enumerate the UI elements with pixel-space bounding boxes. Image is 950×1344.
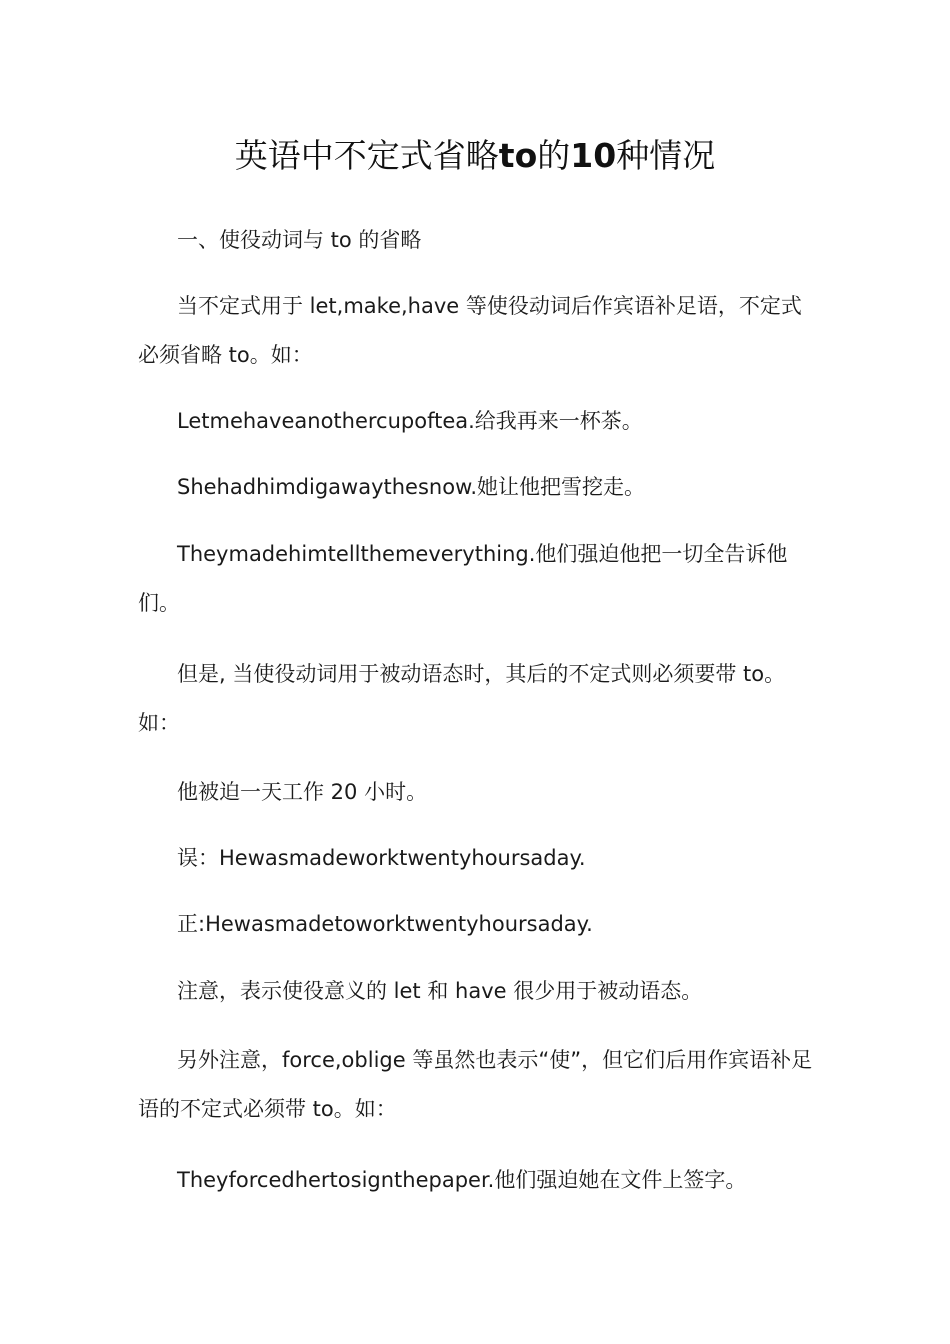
example-4: 他被迫一天工作 20 小时。 [177, 780, 428, 804]
title-text-to: to [498, 136, 538, 175]
title-text-mid: 的 [537, 136, 571, 175]
document-title [0, 134, 950, 178]
paragraph-1: 当不定式用于 let,make,have 等使役动词后作宾语补足语，不定式必须省略 to。如： [138, 294, 802, 367]
example-7: Theyforcedhertosignthepaper.他们强迫她在文件上签字。 [177, 1168, 747, 1192]
paragraph-4: 另外注意，force,oblige 等虽然也表示“使”，但它们后用作宾语补足语的不定式必须带 to。如： [138, 1048, 813, 1121]
example-1: Letmehaveanothercupoftea.给我再来一杯茶。 [177, 409, 643, 433]
paragraph-2: 但是, 当使役动词用于被动语态时，其后的不定式则必须要带 to。如： [138, 662, 786, 735]
example-3: Theymadehimtellthemeverything.他们强迫他把一切全告诉他们。 [138, 542, 788, 615]
paragraph-3: 注意，表示使役意义的 let 和 have 很少用于被动语态。 [177, 979, 703, 1003]
example-2: Shehadhimdigawaythesnow.她让他把雪挖走。 [177, 475, 645, 499]
example-6-correct: 正:Hewasmadetoworktwentyhoursaday. [177, 912, 593, 936]
title-text-num: 10 [570, 136, 617, 175]
title-text-post: 种情况 [616, 136, 716, 175]
example-5-wrong: 误：Hewasmadeworktwentyhoursaday. [177, 846, 586, 870]
section-heading-1: 一、使役动词与 to 的省略 [177, 228, 422, 252]
title-text-pre: 英语中不定式省略 [234, 136, 499, 175]
